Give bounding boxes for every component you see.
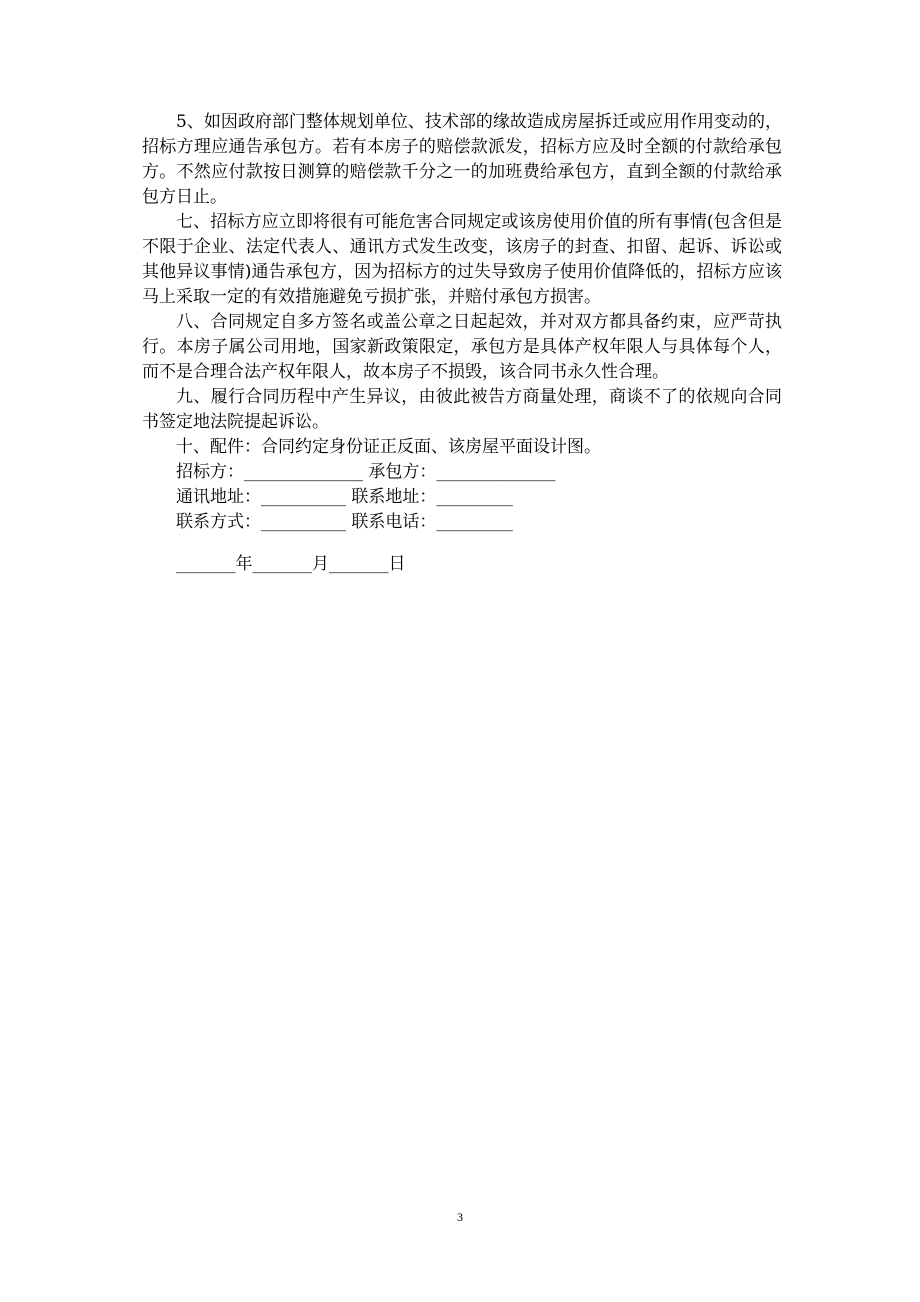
date-line: _______年_______月_______日: [176, 554, 406, 574]
clause-9-paragraph: 九、履行合同历程中产生异议，由彼此被告方商量处理，商谈不了的依规向合同书签定地法院提起诉讼。: [142, 387, 782, 432]
address-line: 通讯地址：__________ 联系地址：_________: [176, 487, 513, 507]
signature-block: [142, 460, 782, 535]
clause-8-paragraph: 八、合同规定自多方签名或盖公章之日起起效，并对双方都具备约束，应严苛执行。本房子属公司用地，国家新政策限定，承包方是具体产权年限人与具体每个人，而不是合理合法产权年限人，故本房子不损毁，该合同书永久性合理。: [142, 312, 782, 382]
party-names-line: 招标方：______________ 承包方：______________: [176, 462, 556, 482]
page-number: 3: [457, 1210, 463, 1224]
contact-line: 联系方式：__________ 联系电话：_________: [176, 512, 513, 532]
clause-5-paragraph: 5、如因政府部门整体规划单位、技术部的缘故造成房屋拆迁或应用作用变动的，招标方理应通告承包方。若有本房子的赔偿款派发，招标方应及时全额的付款给承包方。不然应付款按日测算的赔偿款千分之一的加班费给承包方，直到全额的付款给承包方日止。: [142, 112, 782, 207]
clause-7-paragraph: 七、招标方应立即将很有可能危害合同规定或该房使用价值的所有事情(包含但是不限于企业、法定代表人、通讯方式发生改变，该房子的封查、扣留、起诉、诉讼或其他异议事情)通告承包方，因为招标方的过失导致房子使用价值降低的，招标方应该马上采取一定的有效措施避免亏损扩张，并赔付承包方损害。: [142, 212, 782, 307]
document-body: [142, 110, 782, 577]
clause-10-paragraph: 十、配件：合同约定身份证正反面、该房屋平面设计图。: [176, 437, 601, 457]
